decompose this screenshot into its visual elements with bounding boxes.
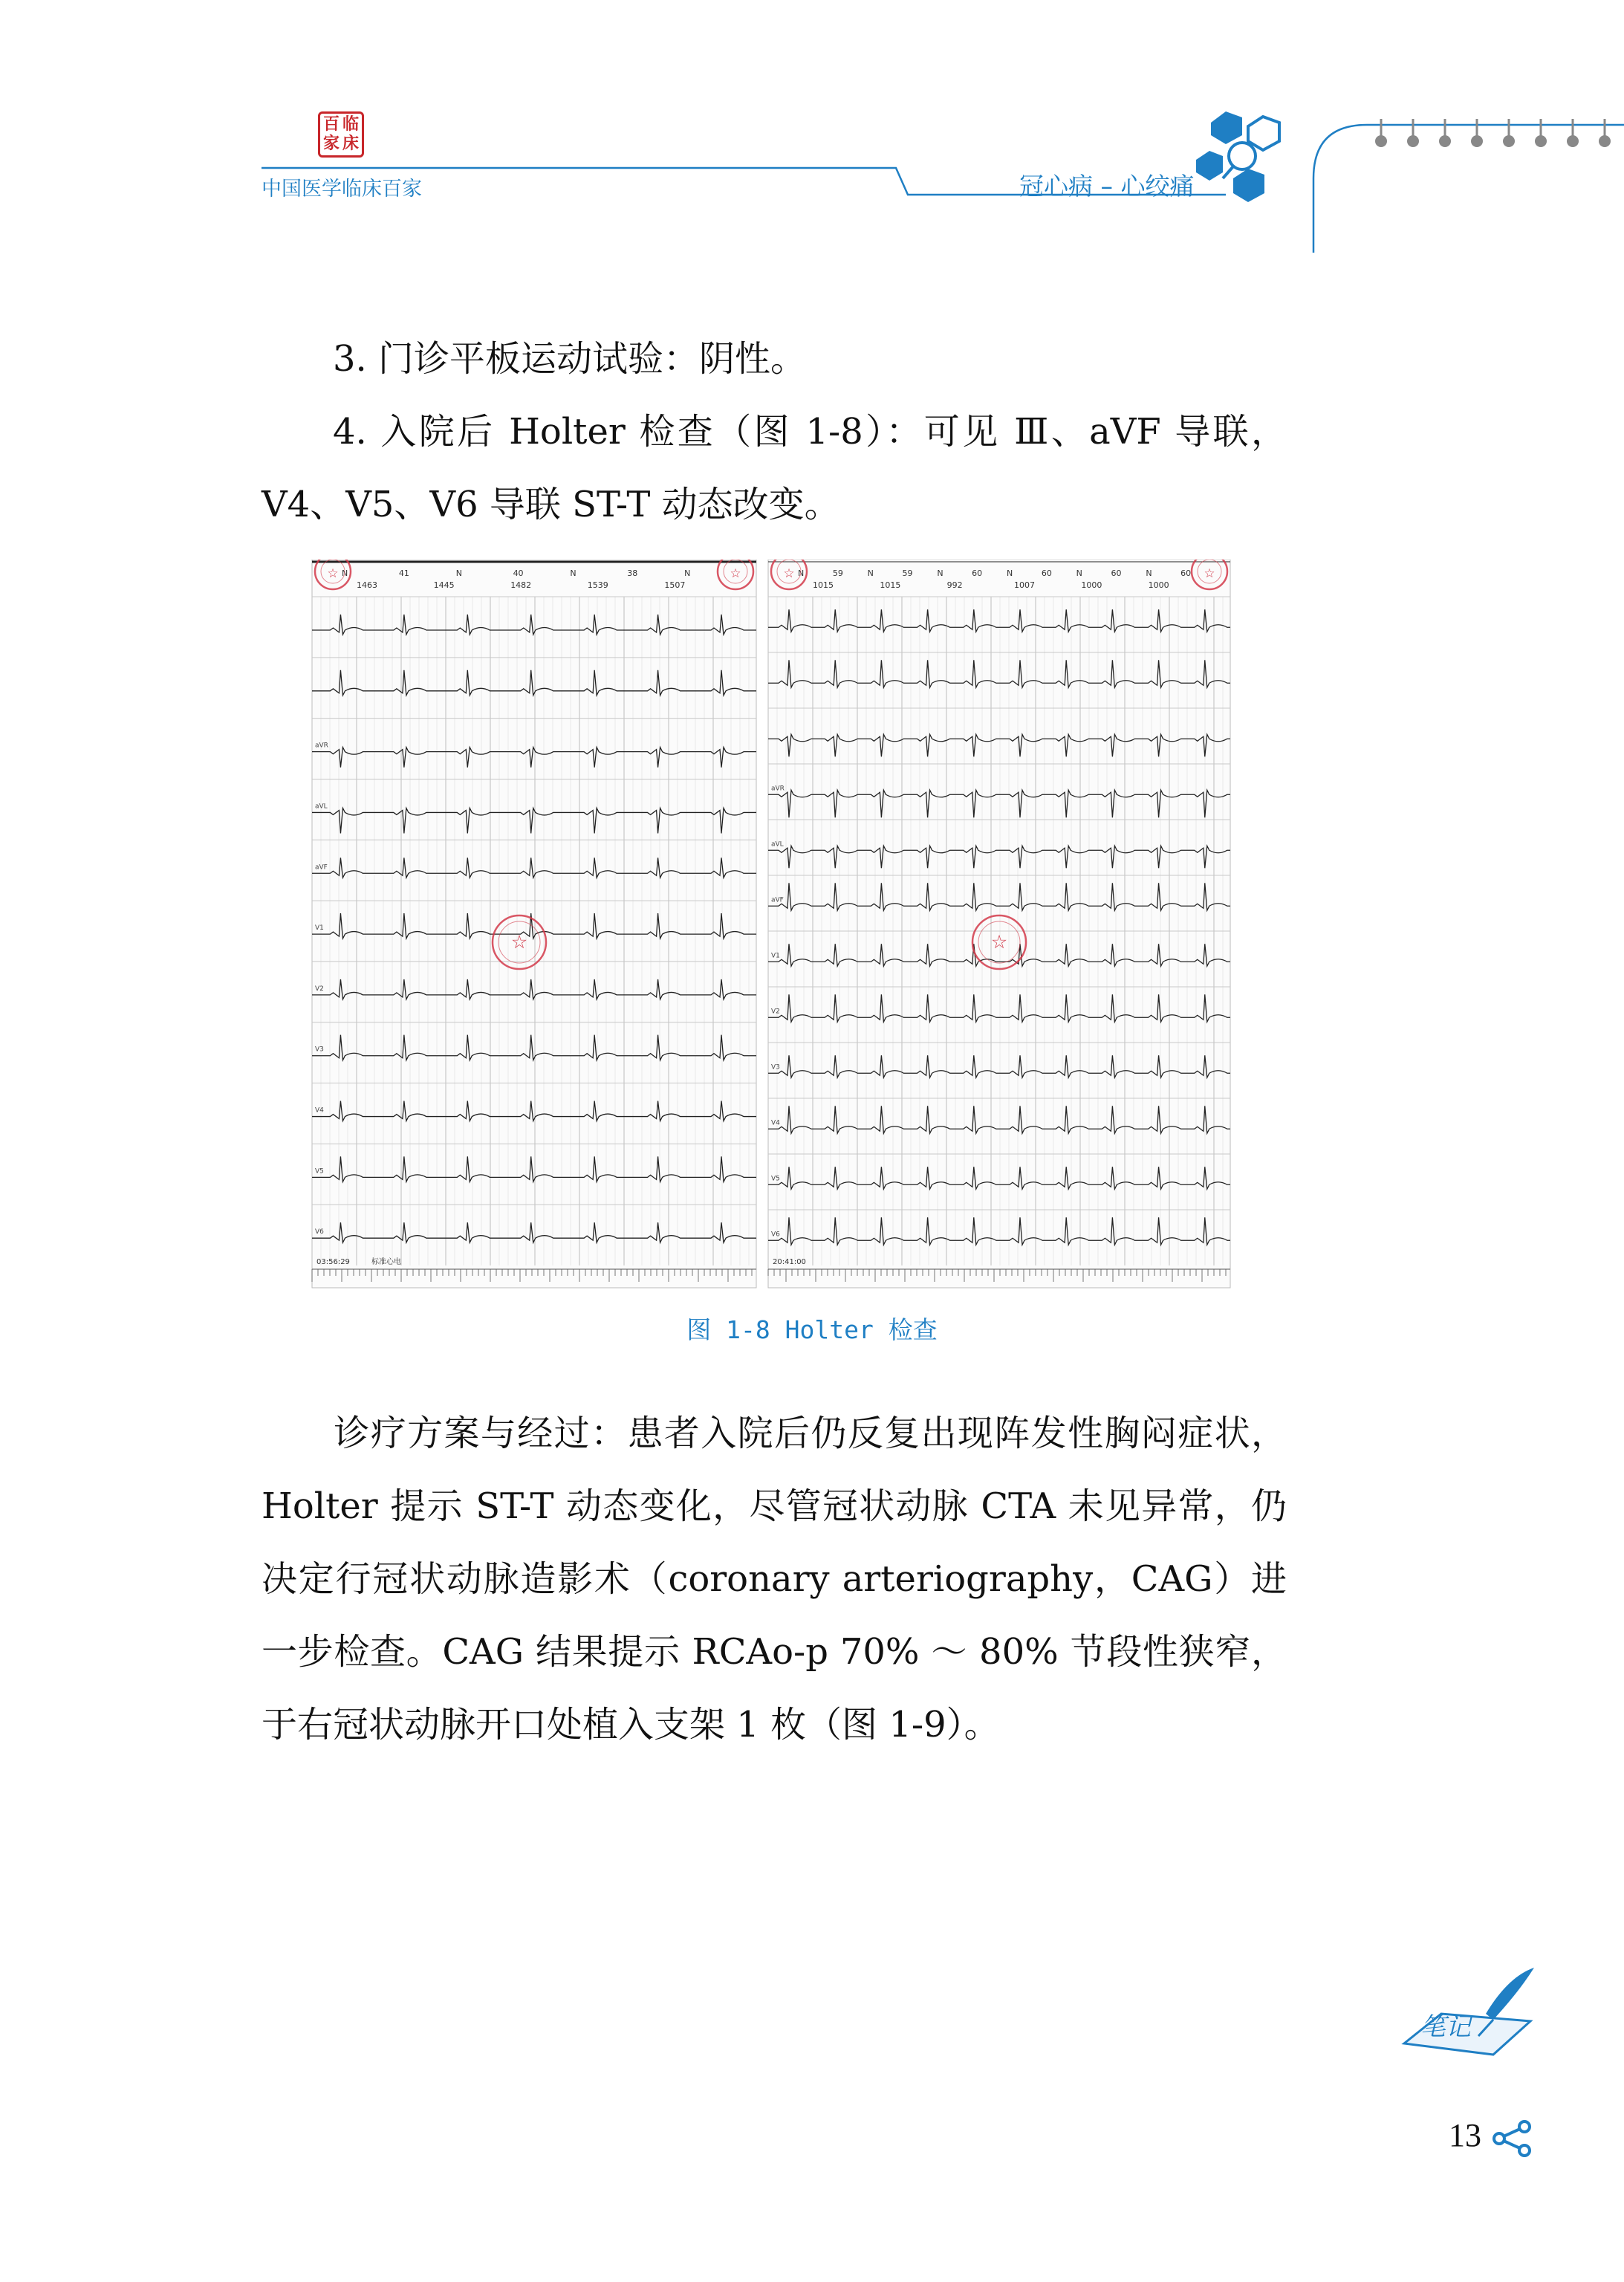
rr-value: 1539 — [587, 580, 608, 590]
lead-label: V4 — [771, 1119, 780, 1127]
rr-label: N — [937, 568, 943, 578]
rr-label: N — [1007, 568, 1013, 578]
lead-label: V3 — [315, 1046, 324, 1054]
rr-value: 1007 — [1014, 580, 1035, 590]
lead-label: aVR — [315, 742, 328, 750]
rr-value: 992 — [946, 580, 963, 590]
rr-label: N — [798, 568, 805, 578]
ecg-panel-left — [312, 560, 756, 1288]
logo-char: 床 — [342, 134, 359, 153]
rr-label: 60 — [972, 568, 983, 578]
rr-value: 1463 — [357, 580, 377, 590]
paragraph-treatment: 诊疗方案与经过：患者入院后仍反复出现阵发性胸闷症状，Holter 提示 ST-T 动态变化，尽管冠状动脉 CTA 未见异常，仍决定行冠状动脉造影术（coronary arteriography，CAG）进一步检查。CAG 结果提示 RCAo-p 70% ～ 80% 节段性狭窄，于右冠状动脉开口处植入支架 1 枚（图 1-9）。 — [262, 1413, 1287, 1745]
lead-label: V3 — [771, 1063, 780, 1072]
rr-label: N — [1146, 568, 1152, 578]
lead-label: aVF — [315, 863, 328, 872]
lead-label: aVL — [771, 840, 784, 849]
svg-text:☆: ☆ — [1204, 565, 1215, 580]
chapter-title: 冠心病 – 心绞痛 — [1019, 172, 1195, 201]
series-name: 中国医学临床百家 — [262, 178, 422, 201]
holter-ecg-figure — [311, 560, 1232, 1291]
paragraph-holter: 4. 入院后 Holter 检查（图 1-8）：可见 Ⅲ、aVF 导联，V4、V5、V6 导联 ST-T 动态改变。 — [262, 411, 1287, 525]
notes-label: 笔记 — [1420, 2012, 1471, 2042]
lead-label: V5 — [771, 1175, 780, 1183]
record-time: 20:41:00 — [773, 1258, 806, 1266]
lead-label: V6 — [771, 1231, 780, 1239]
rr-label: 59 — [832, 568, 843, 578]
rr-label: N — [684, 568, 691, 578]
rr-value: 1445 — [433, 580, 455, 590]
lead-label: aVL — [315, 803, 328, 811]
molecule-icon — [1492, 2119, 1535, 2158]
rr-value: 1015 — [813, 580, 834, 590]
lead-label: V4 — [315, 1106, 324, 1115]
rr-value: 1482 — [510, 580, 532, 590]
rr-value: 1000 — [1148, 580, 1169, 590]
lead-label: V6 — [315, 1228, 324, 1236]
lead-label: V1 — [771, 952, 780, 960]
rr-label: 60 — [1180, 568, 1192, 578]
logo-char: 临 — [342, 115, 359, 134]
lead-label: V5 — [315, 1167, 324, 1176]
ecg-panel-right — [768, 560, 1230, 1288]
rr-value: 1507 — [664, 580, 686, 590]
lead-label: V2 — [771, 1008, 780, 1016]
rr-label: 60 — [1041, 568, 1052, 578]
svg-text:☆: ☆ — [730, 565, 741, 580]
rr-label: N — [570, 568, 576, 578]
lead-label: aVR — [771, 785, 785, 793]
series-logo-seal — [318, 111, 364, 158]
logo-char: 百 — [322, 115, 340, 134]
svg-text:☆: ☆ — [990, 931, 1008, 953]
paragraph-treadmill: 3. 门诊平板运动试验：阴性。 — [333, 338, 807, 380]
lead-label: V2 — [315, 985, 324, 993]
rr-value: 1015 — [880, 580, 901, 590]
rr-value: 1000 — [1081, 580, 1102, 590]
svg-text:☆: ☆ — [783, 565, 795, 580]
rr-label: N — [455, 568, 462, 578]
page-number: 13 — [1449, 2117, 1481, 2153]
record-note: 标准心电 — [371, 1258, 401, 1266]
hexagon-icon — [1196, 111, 1279, 202]
rr-label: N — [342, 568, 348, 578]
header-decoration — [0, 0, 1624, 253]
svg-text:☆: ☆ — [510, 931, 528, 953]
svg-text:☆: ☆ — [327, 565, 339, 580]
rr-label: 40 — [513, 568, 524, 578]
rr-label: N — [867, 568, 874, 578]
record-time: 03:56:29 — [316, 1258, 350, 1266]
rr-label: 59 — [902, 568, 913, 578]
lead-label: aVF — [771, 896, 784, 904]
rr-label: N — [1076, 568, 1082, 578]
rr-label: 60 — [1111, 568, 1122, 578]
lead-label: V1 — [315, 924, 324, 933]
rr-label: 41 — [398, 568, 409, 578]
figure-caption: 图 1-8 Holter 检查 — [686, 1315, 938, 1344]
rr-label: 38 — [627, 568, 638, 578]
logo-char: 家 — [322, 134, 340, 153]
